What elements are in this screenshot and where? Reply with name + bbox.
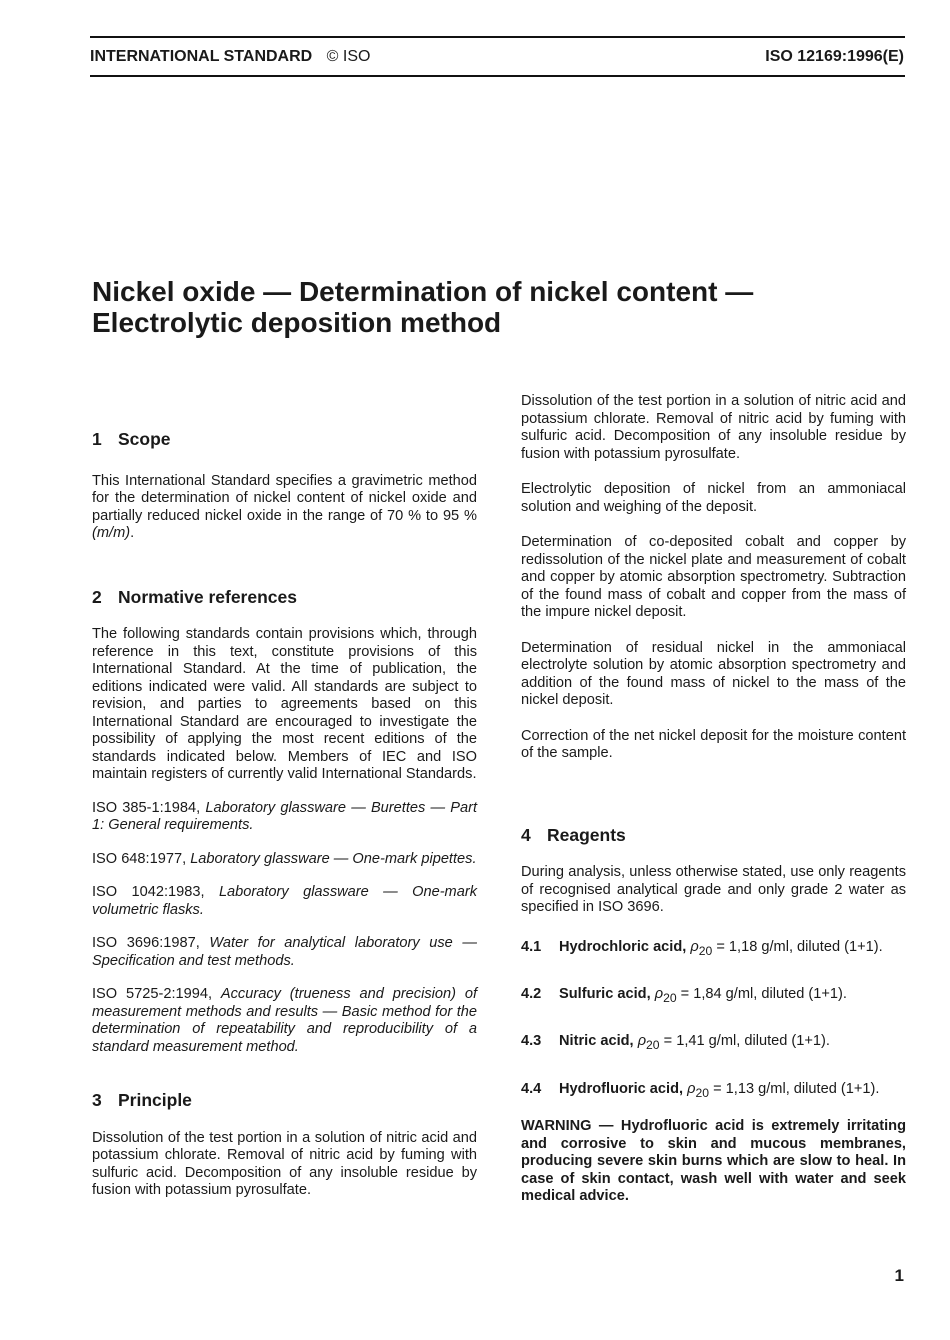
reagent-item: 4.1 Hydrochloric acid, $\rho_{20} = 1,18$ g/ml, diluted (1+1). [521, 938, 883, 958]
reagent-item: 4.4 Hydrofluoric acid, $\rho_{20} = 1,13$ g/ml, diluted (1+1). [521, 1080, 880, 1100]
page-number: 1 [894, 1266, 904, 1285]
scope-text: This International Standard specifies a gravimetric method for the determination of nickel content of nickel oxide and partially reduced nickel oxide in the range of 70 % to 95 % (m/m). [92, 472, 477, 541]
normative-intro: The following standards contain provisions which, through reference in this text, constitute provisions of this International Standard. At the time of publication, the editions indicated were valid. All standards are subject to revision, and parties to agreements based on this International Standard are encouraged to investigate the possibility of applying the most recent editions of the standards indicated below. Members of IEC and ISO maintain registers of currently valid International Standards. [92, 626, 477, 782]
ref-item: ISO 1042:1983, Laboratory glassware — One-mark volumetric flasks. [92, 884, 477, 918]
principle-heading: 3 Principle [92, 1090, 192, 1110]
title-line-2: Electrolytic deposition method [92, 307, 502, 338]
right-column [521, 393, 906, 1206]
reagents-heading: 4 Reagents [521, 824, 626, 845]
ref-item: ISO 385-1:1984, Laboratory glassware — Burettes — Part 1: General requirements. [92, 799, 477, 833]
principle-p4: Determination of residual nickel in the ammoniacal electrolyte solution by atomic absorption spectrometry and addition of the found mass of nickel to the mass of the nickel deposit. [521, 639, 906, 708]
ref-item: ISO 5725-2:1994, Accuracy (trueness and precision) of measurement methods and results — Basic method for the determination of repeatability and reproducibility of a standard measurement method. [92, 986, 477, 1055]
header-copyright: © ISO [326, 48, 371, 65]
principle-p3: Determination of co-deposited cobalt and copper by redissolution of the nickel plate and measurement of cobalt and copper by atomic absorption spectrometry. Subtraction of the found mass of cobalt and copper from the mass of the impure nickel deposit. [521, 534, 906, 620]
scope-heading: 1 Scope [92, 429, 171, 449]
header-bottom-rule [90, 75, 905, 77]
normative-heading: 2 Normative references [92, 586, 297, 607]
reagents-intro: During analysis, unless otherwise stated, use only reagents of recognised analytical grade and only grade 2 water as specified in ISO 3696. [521, 864, 906, 915]
principle-p5: Correction of the net nickel deposit for the moisture content of the sample. [521, 727, 906, 761]
header-label: INTERNATIONAL STANDARD [90, 48, 313, 65]
reagent-item: 4.3 Nitric acid, $\rho_{20} = 1,41$ g/ml, diluted (1+1). [521, 1033, 830, 1053]
header-doc-id: ISO 12169:1996(E) [765, 48, 904, 65]
title-line-1: Nickel oxide — Determination of nickel content — [92, 276, 754, 307]
header-top-rule [90, 36, 905, 38]
principle-p1-continued: Dissolution of the test portion in a solution of nitric acid and potassium chlorate. Removal of nitric acid by fuming with sulfuric acid. Decomposition of any insoluble residue by fusion with potassium pyrosulfate. [521, 393, 906, 462]
reagent-item: 4.2 Sulfuric acid, $\rho_{20} = 1,84$ g/ml, diluted (1+1). [521, 985, 847, 1005]
principle-p1: Dissolution of the test portion in a solution of nitric acid and potassium chlorate. Removal of nitric acid by fuming with sulfuric acid. Decomposition of any insoluble residue by fusion with potassium pyrosulfate. [92, 1129, 477, 1198]
hf-warning: WARNING — Hydrofluoric acid is extremely irritating and corrosive to skin and mucous membranes, producing severe skin burns which are slow to heal. In case of skin contact, wash well with water and seek medical advice. [521, 1118, 906, 1205]
ref-item: ISO 648:1977, Laboratory glassware — One-mark pipettes. [92, 850, 477, 867]
left-column [92, 428, 477, 1198]
document-title [92, 276, 892, 338]
principle-p2: Electrolytic deposition of nickel from an ammoniacal solution and weighing of the deposit. [521, 481, 906, 515]
header-standard-label [90, 48, 370, 66]
ref-item: ISO 3696:1987, Water for analytical laboratory use — Specification and test methods. [92, 935, 477, 969]
